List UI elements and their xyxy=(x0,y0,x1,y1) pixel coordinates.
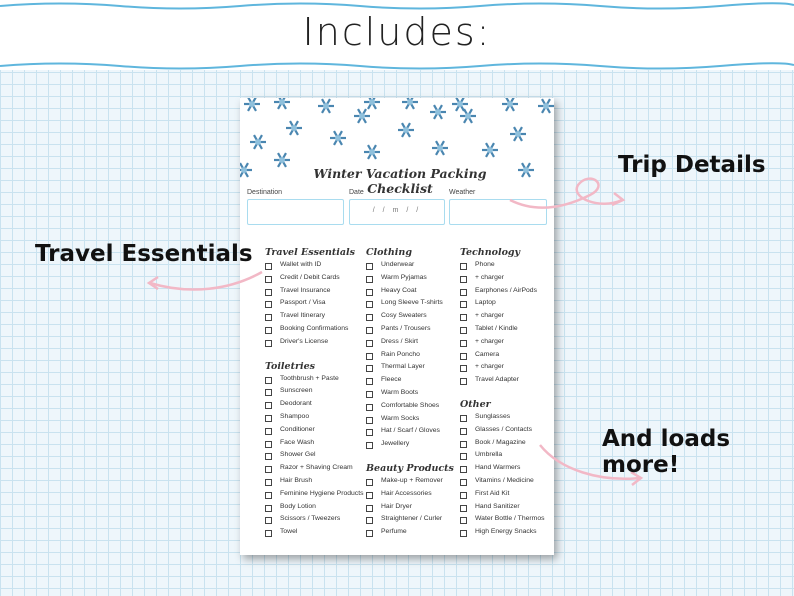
item-label: Sunglasses xyxy=(475,412,511,420)
item-label: Long Sleeve T-shirts xyxy=(381,299,443,307)
item-label: Driver's License xyxy=(280,337,329,345)
item-label: Fleece xyxy=(381,376,402,384)
trip-details-arrow xyxy=(510,179,622,208)
item-label: Towel xyxy=(280,528,298,536)
trip-details-callout: Trip Details xyxy=(618,152,766,178)
item-label: Credit / Debit Cards xyxy=(280,273,340,281)
item-label: Rain Poncho xyxy=(381,350,420,358)
item-label: Straightener / Curler xyxy=(381,515,443,523)
item-label: Travel Itinerary xyxy=(280,312,326,320)
item-label: Deodorant xyxy=(280,400,312,408)
item-label: Jewellery xyxy=(381,440,410,448)
item-label: Dress / Skirt xyxy=(381,337,419,345)
item-label: Make-up + Remover xyxy=(381,476,443,484)
item-label: Passport / Visa xyxy=(280,299,326,307)
item-label: Glasses / Contacts xyxy=(475,425,533,433)
item-label: Phone xyxy=(475,261,495,268)
section-title: Travel Essentials xyxy=(265,247,356,258)
travel-essentials-callout: Travel Essentials xyxy=(35,241,253,267)
item-label: Sunscreen xyxy=(280,387,313,395)
item-label: + charger xyxy=(475,363,504,371)
item-label: Comfortable Shoes xyxy=(381,401,440,409)
travel-essentials-arrow xyxy=(150,272,262,290)
item-label: Travel Adapter xyxy=(475,376,519,384)
item-label: Face Wash xyxy=(280,438,315,446)
item-label: Scissors / Tweezers xyxy=(280,515,341,523)
item-label: Hat / Scarf / Gloves xyxy=(381,427,440,435)
item-label: Hand Warmers xyxy=(475,464,521,472)
item-label: Feminine Hygiene Products xyxy=(280,489,364,497)
item-label: Conditioner xyxy=(280,425,315,433)
item-label: Pants / Trousers xyxy=(381,324,431,332)
item-label: Hand Sanitizer xyxy=(475,502,520,510)
date-label: Date xyxy=(349,189,364,196)
item-label: + charger xyxy=(475,312,504,320)
item-label: + charger xyxy=(475,273,504,281)
section-title: Other xyxy=(460,398,491,410)
item-label: Hair Dryer xyxy=(381,502,412,510)
item-label: First Aid Kit xyxy=(475,489,510,497)
item-label: High Energy Snacks xyxy=(475,528,537,536)
item-label: Camera xyxy=(475,350,500,358)
item-label: Vitamins / Medicine xyxy=(475,476,534,484)
item-label: + charger xyxy=(475,337,504,345)
item-label: Warm Pyjamas xyxy=(381,273,427,281)
section-title: Beauty Products xyxy=(366,462,454,474)
item-label: Shower Gel xyxy=(280,451,316,459)
item-label: Toothbrush + Paste xyxy=(280,374,339,382)
item-label: Thermal Layer xyxy=(381,363,425,371)
item-label: Warm Boots xyxy=(381,388,419,396)
item-label: Hair Accessories xyxy=(381,489,432,497)
checklist-title: Winter Vacation Packing Checklist xyxy=(313,166,487,196)
item-label: Body Lotion xyxy=(280,502,316,510)
item-label: Underwear xyxy=(381,261,415,268)
item-label: Hair Brush xyxy=(280,476,313,484)
item-label: Razor + Shaving Cream xyxy=(280,464,353,472)
section-title: Clothing xyxy=(366,247,412,258)
headline: Includes: xyxy=(302,10,492,54)
item-label: Travel Insurance xyxy=(280,286,331,294)
section-title: Technology xyxy=(460,247,521,258)
item-label: Tablet / Kindle xyxy=(475,324,518,332)
section-title: Toiletries xyxy=(265,360,315,372)
item-label: Perfume xyxy=(381,528,407,536)
item-label: Water Bottle / Thermos xyxy=(475,515,545,523)
item-label: Laptop xyxy=(475,299,496,307)
loads-more-callout: And loads more! xyxy=(602,426,731,478)
item-label: Earphones / AirPods xyxy=(475,286,537,294)
destination-label: Destination xyxy=(247,189,283,196)
item-label: Cosy Sweaters xyxy=(381,312,427,320)
item-label: Book / Magazine xyxy=(475,438,526,446)
item-label: Heavy Coat xyxy=(381,286,417,294)
item-label: Booking Confirmations xyxy=(280,324,349,332)
item-label: Shampoo xyxy=(280,412,310,420)
item-label: Umbrella xyxy=(475,451,503,459)
date-hint: / / m / / xyxy=(372,207,422,214)
weather-label: Weather xyxy=(449,189,476,196)
item-label: Wallet with ID xyxy=(280,261,322,268)
item-label: Warm Socks xyxy=(381,414,420,422)
